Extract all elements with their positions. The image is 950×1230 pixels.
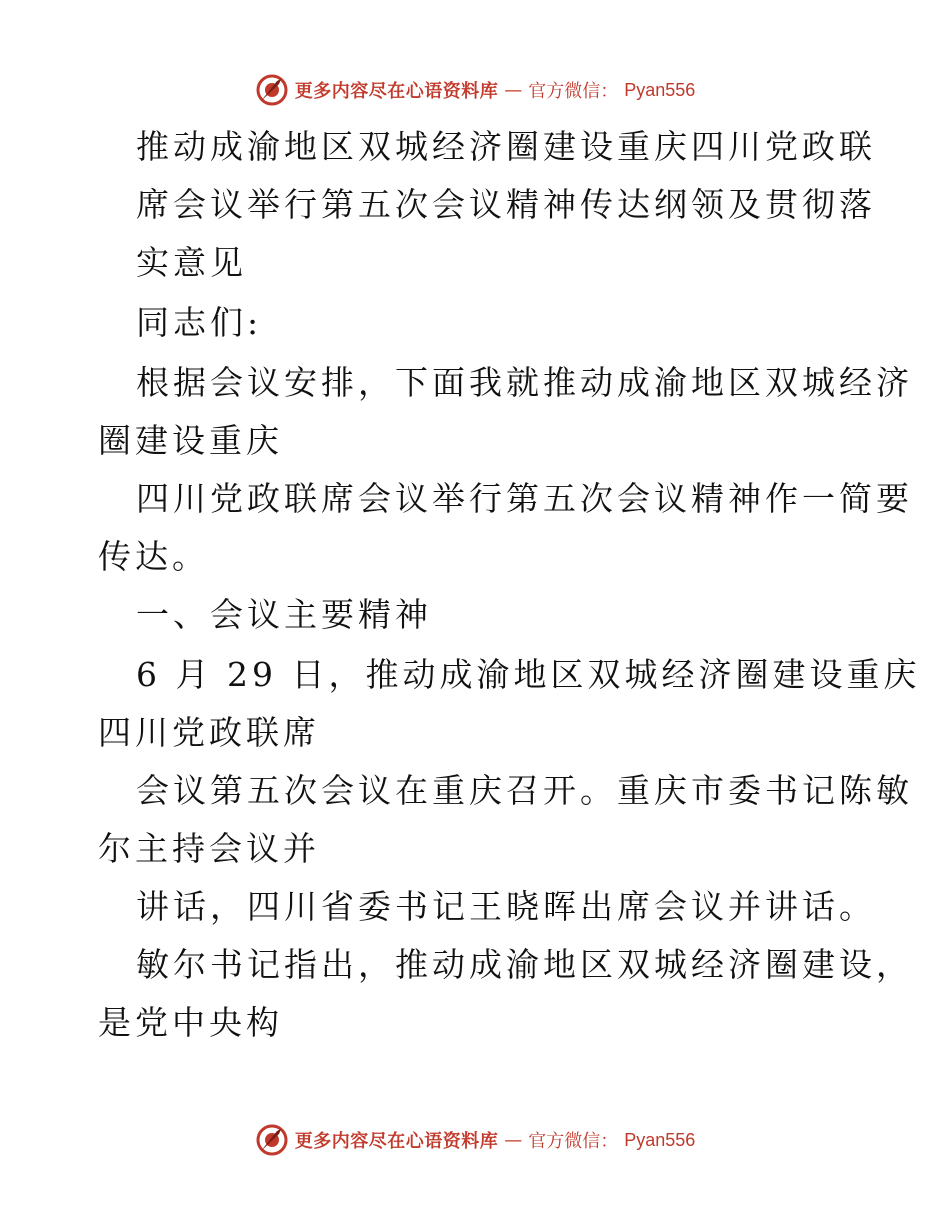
banner-separator: — bbox=[504, 79, 523, 101]
title-line: 席会议举行第五次会议精神传达纲领及贯彻落 bbox=[136, 185, 876, 224]
paragraph-line: 讲话，四川省委书记王晓晖出席会议并讲话。 bbox=[136, 887, 876, 926]
banner-wechat-id: Pyan556 bbox=[624, 79, 696, 100]
banner-wechat-id: Pyan556 bbox=[624, 1129, 696, 1150]
quill-logo-icon bbox=[255, 73, 289, 107]
paragraph-line: 6 月 29 日，推动成渝地区双城经济圈建设重庆 bbox=[136, 655, 921, 694]
title-line: 推动成渝地区双城经济圈建设重庆四川党政联 bbox=[136, 127, 876, 166]
paragraph-line: 四川党政联席会议举行第五次会议精神作一简要 bbox=[136, 479, 913, 518]
footer-banner bbox=[0, 1122, 950, 1158]
paragraph-line: 四川党政联席 bbox=[98, 713, 320, 752]
section-heading: 一、会议主要精神 bbox=[136, 595, 432, 634]
header-banner bbox=[0, 72, 950, 108]
paragraph-line: 尔主持会议并 bbox=[98, 829, 320, 868]
banner-text: 更多内容尽在心语资料库 bbox=[294, 1131, 499, 1152]
banner-wechat-label: 官方微信： bbox=[528, 81, 619, 102]
paragraph-line: 圈建设重庆 bbox=[98, 421, 283, 460]
banner-text: 更多内容尽在心语资料库 bbox=[294, 81, 499, 102]
banner-separator: — bbox=[504, 1129, 523, 1151]
title-line: 实意见 bbox=[136, 243, 247, 282]
quill-logo-icon bbox=[255, 1123, 289, 1157]
paragraph-line: 是党中央构 bbox=[98, 1003, 283, 1042]
salutation: 同志们: bbox=[136, 303, 263, 342]
paragraph-line: 会议第五次会议在重庆召开。重庆市委书记陈敏 bbox=[136, 771, 913, 810]
paragraph-line: 根据会议安排，下面我就推动成渝地区双城经济 bbox=[136, 363, 913, 402]
paragraph-line: 敏尔书记指出，推动成渝地区双城经济圈建设， bbox=[136, 945, 913, 984]
banner-wechat-label: 官方微信： bbox=[528, 1131, 619, 1152]
paragraph-line: 传达。 bbox=[98, 537, 209, 576]
